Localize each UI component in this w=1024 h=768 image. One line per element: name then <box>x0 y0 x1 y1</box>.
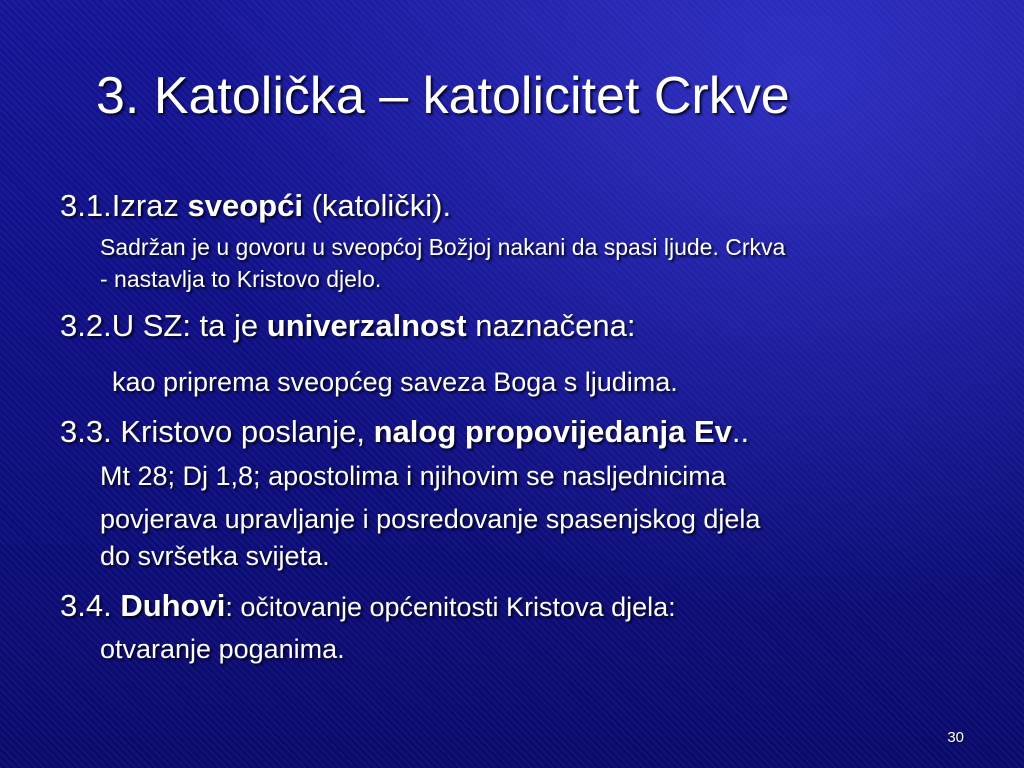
point-3-2-detail-line-1: kao priprema sveopćeg saveza Boga s ljudima. <box>112 367 678 397</box>
point-3-4-suffix: : očitovanje općenitosti Kristova djela: <box>225 592 676 622</box>
point-3-1-heading <box>60 188 451 224</box>
point-3-3-keyword: nalog propovijedanja Ev <box>373 414 732 449</box>
point-3-1-detail-line-1: Sadržan je u govoru u sveopćoj Božjoj nakani da spasi ljude. Crkva <box>100 234 786 260</box>
point-3-1-detail-line-2: - nastavlja to Kristovo djelo. <box>100 266 382 292</box>
point-3-2-suffix: naznačena: <box>466 308 636 343</box>
point-3-3-heading <box>60 414 749 450</box>
point-3-2-keyword: univerzalnost <box>266 308 467 343</box>
point-3-3-prefix: 3.3. Kristovo poslanje, <box>60 414 374 449</box>
point-3-1-prefix: 3.1.Izraz <box>60 188 188 223</box>
point-3-2-heading <box>60 308 636 344</box>
point-3-4-prefix: 3.4. <box>60 588 121 623</box>
point-3-3-detail-line-2: povjerava upravljanje i posredovanje spasenjskog djela <box>100 504 761 534</box>
point-3-4-keyword: Duhovi <box>120 588 226 623</box>
point-3-3-detail-line-3: do svršetka svijeta. <box>100 541 330 571</box>
slide-title: 3. Katolička – katolicitet Crkve <box>96 67 790 125</box>
point-3-3-detail-line-1: Mt 28; Dj 1,8; apostolima i njihovim se nasljednicima <box>100 461 726 491</box>
point-3-1-keyword: sveopći <box>187 188 303 223</box>
point-3-4-detail-line-1: otvaranje poganima. <box>100 634 345 664</box>
point-3-3-suffix: .. <box>731 414 750 449</box>
slide-number: 30 <box>947 729 964 746</box>
point-3-1-suffix: (katolički). <box>302 188 452 223</box>
point-3-4-heading <box>60 588 676 624</box>
point-3-2-prefix: 3.2.U SZ: ta je <box>60 308 267 343</box>
